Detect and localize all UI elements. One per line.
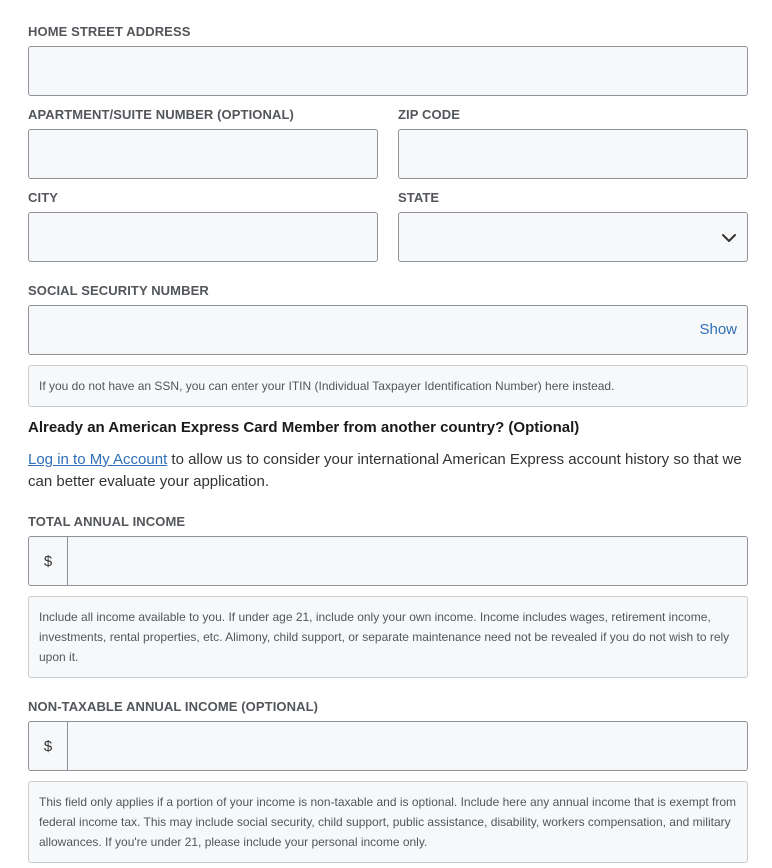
street-address-label: HOME STREET ADDRESS [28,24,191,39]
log-in-link[interactable]: Log in to My Account [28,451,168,468]
intl-paragraph [28,449,752,493]
dollar-prefix: $ [29,537,68,585]
city-label: CITY [28,190,59,205]
nontaxable-income-label: NON-TAXABLE ANNUAL INCOME (OPTIONAL) [28,699,319,714]
apartment-input[interactable] [29,130,377,178]
intl-heading: Already an American Express Card Member from another country? (Optional) [28,419,580,436]
chevron-down-icon [721,231,737,245]
nontaxable-income-note: This field only applies if a portion of your income is non-taxable and is optional. Include here any annual income that is exempt from federal income tax. This may include social security, child support, public assistance, disability, workers compensation, and military allowances. If you're under 21, please include your personal income only. [28,781,748,863]
ssn-label: SOCIAL SECURITY NUMBER [28,283,209,298]
zip-code-label: ZIP CODE [398,107,460,122]
nontaxable-income-field[interactable] [28,721,748,771]
total-income-field[interactable] [28,536,748,586]
city-input[interactable] [29,213,377,261]
total-income-note: Include all income available to you. If under age 21, include only your own income. Income includes wages, retirement income, investments, rental properties, etc. Alimony, child support, or separate maintenance need not be revealed if you do not wish to rely upon it. [28,596,748,678]
dollar-prefix: $ [29,722,68,770]
city-field[interactable] [28,212,378,262]
zip-code-field[interactable] [398,129,748,179]
street-address-input[interactable] [29,47,747,95]
apartment-label: APARTMENT/SUITE NUMBER (OPTIONAL) [28,107,294,122]
apartment-field[interactable] [28,129,378,179]
state-select[interactable] [398,212,748,262]
state-label: STATE [398,190,440,205]
ssn-field[interactable] [28,305,748,355]
intl-body-text: to allow us to consider your international American Express account history so that we can better evaluate your application. [28,451,742,490]
show-ssn-button[interactable]: Show [699,321,737,338]
nontaxable-income-input[interactable] [68,722,747,770]
ssn-input[interactable] [29,306,669,354]
ssn-note: If you do not have an SSN, you can enter your ITIN (Individual Taxpayer Identification Number) here instead. [28,365,748,407]
total-income-label: TOTAL ANNUAL INCOME [28,514,186,529]
total-income-input[interactable] [68,537,747,585]
street-address-field[interactable] [28,46,748,96]
zip-code-input[interactable] [399,130,747,178]
